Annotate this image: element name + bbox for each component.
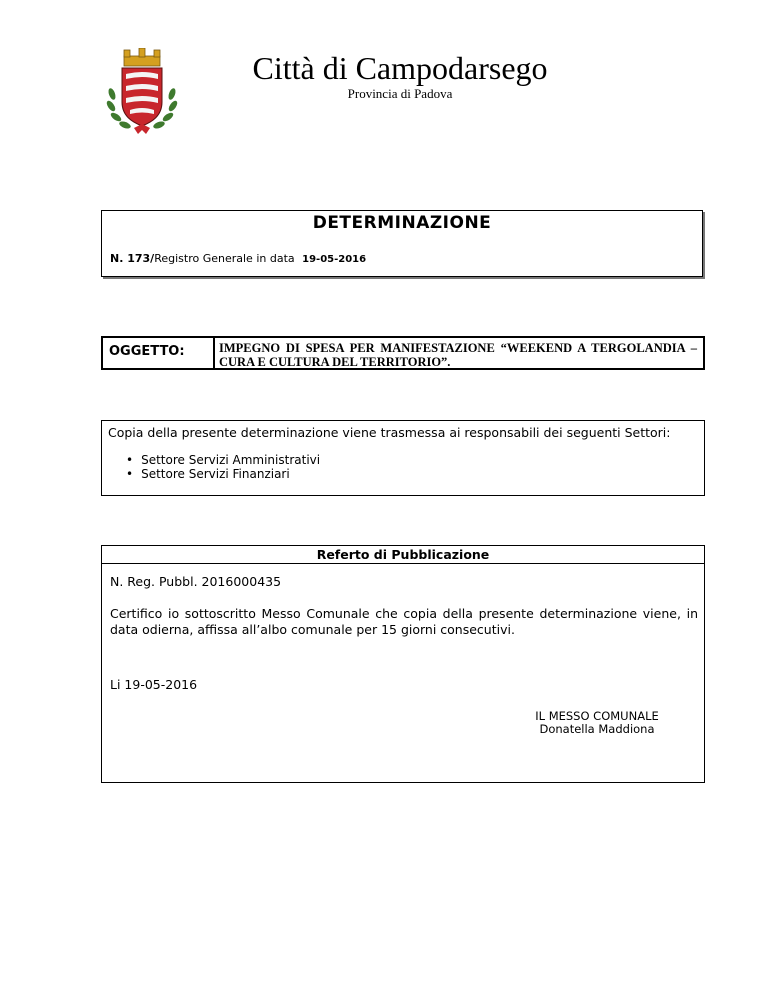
publication-report-box	[101, 545, 705, 783]
determinazione-title: DETERMINAZIONE	[312, 213, 492, 233]
oggetto-divider	[213, 338, 215, 368]
oggetto-box	[101, 336, 705, 370]
signer-name: Donatella Maddiona	[539, 722, 655, 736]
signer-role: IL MESSO COMUNALE	[535, 709, 659, 723]
list-item: • Settore Servizi Finanziari	[126, 467, 320, 481]
publication-register-number: N. Reg. Pubbl. 2016000435	[110, 574, 282, 589]
registry-text: Registro Generale in data	[154, 252, 295, 265]
registry-line	[110, 252, 366, 265]
determinazione-date: 19-05-2016	[302, 254, 367, 265]
distribution-text: Copia della presente determinazione viene trasmessa ai responsabili dei seguenti Settori:	[108, 425, 671, 440]
oggetto-label: OGGETTO:	[109, 344, 185, 359]
list-item: • Settore Servizi Amministrativi	[126, 453, 320, 467]
publication-date: Li 19-05-2016	[110, 677, 198, 692]
determinazione-number: N. 173/	[110, 252, 155, 265]
determinazione-box	[101, 210, 703, 277]
certification-text: Certifico io sottoscritto Messo Comunale che copia della presente determinazione viene, in data odierna, affissa all’albo comunale per 15 giorni consecutivi.	[110, 606, 698, 637]
oggetto-text: IMPEGNO DI SPESA PER MANIFESTAZIONE “WEEKEND A TERGOLANDIA – CURA E CULTURA DEL TERRITORIO”.	[219, 341, 697, 369]
city-title: Città di Campodarsego	[252, 50, 548, 86]
sector-list	[126, 453, 320, 481]
publication-report-title: Referto di Pubblicazione	[102, 546, 704, 564]
distribution-box	[101, 420, 705, 496]
province-subtitle: Provincia di Padova	[347, 86, 453, 101]
